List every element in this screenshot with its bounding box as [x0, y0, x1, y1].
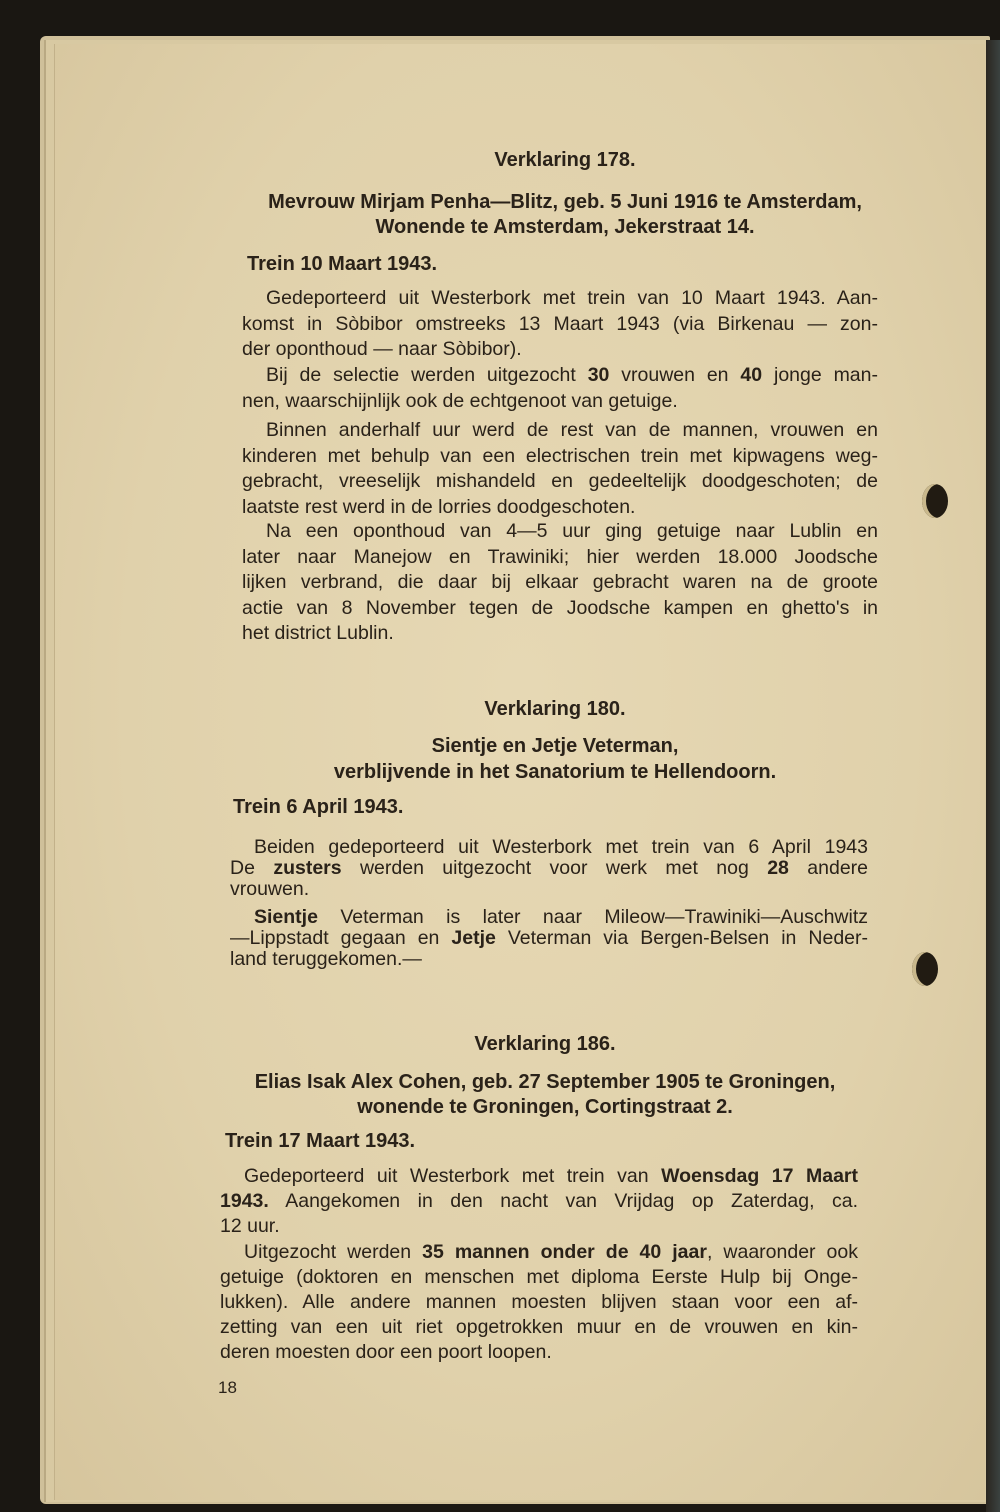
paragraph-line	[230, 929, 868, 949]
paragraph-line	[254, 838, 868, 858]
paragraph-line	[230, 880, 309, 900]
section-subtitle: wonende te Groningen, Cortingstraat 2.	[357, 1096, 733, 1118]
section-subtitle: Wonende te Amsterdam, Jekerstraat 14.	[375, 216, 755, 238]
punch-hole	[912, 952, 938, 986]
train-date: Trein 17 Maart 1943.	[225, 1130, 416, 1152]
text-run: later naar Manejow en Trawiniki; hier werden 18.000 Joodsche	[242, 545, 878, 568]
text-run: der oponthoud — naar Sòbibor).	[242, 338, 522, 360]
text-run: laatste rest werd in de lorries doodgeschoten.	[242, 495, 636, 518]
text-run: het district Lublin.	[242, 622, 394, 644]
text-run: getuige (doktoren en menschen met diploma Eerste Hulp bij Onge-	[220, 1266, 858, 1288]
text-run: land teruggekomen.—	[230, 948, 422, 970]
page-number: 18	[218, 1378, 237, 1397]
paragraph-line	[220, 1318, 858, 1338]
paragraph-line	[244, 1167, 858, 1187]
bold-text-run: 28	[767, 857, 789, 879]
text-run: lukken). Alle andere mannen moesten blijven staan voor een af-	[220, 1291, 858, 1313]
bold-text-run: Jetje	[451, 927, 496, 949]
paragraph-line	[242, 444, 878, 467]
text-run: De	[230, 857, 274, 879]
bold-text-run: 35 mannen onder de 40 jaar	[422, 1241, 707, 1263]
paragraph-line	[220, 1293, 858, 1313]
bold-text-run: Woensdag 17 Maart	[661, 1165, 858, 1187]
paragraph-line	[242, 624, 394, 644]
bold-text-run: Sientje	[254, 906, 318, 928]
text-run: Aangekomen in den nacht van Vrijdag op Zaterdag, ca.	[268, 1190, 858, 1212]
paragraph-line	[244, 1243, 858, 1263]
text-run: jonge man-	[762, 364, 878, 386]
paragraph-line	[220, 1268, 858, 1288]
section-subtitle: Elias Isak Alex Cohen, geb. 27 September 1905 te Groningen,	[254, 1071, 836, 1093]
paragraph-line	[242, 573, 878, 593]
paragraph-line	[266, 289, 878, 309]
text-run: deren moesten door een poort loopen.	[220, 1341, 552, 1363]
text-run: andere	[788, 857, 868, 879]
text-run: Uitgezocht werden	[244, 1241, 423, 1263]
paragraph-line	[242, 389, 678, 412]
text-run: Veterman via Bergen-Belsen in Neder-	[495, 927, 868, 949]
text-run: Gedeporteerd uit Westerbork met trein van 10 Maart 1943. Aan-	[266, 287, 878, 309]
section-heading: Verklaring 180.	[484, 698, 626, 720]
text-run: gebracht, vreeselijk mishandeld en gedeeltelijk doodgeschoten; de	[242, 470, 878, 492]
bold-text-run: 1943.	[220, 1190, 269, 1212]
paragraph-line	[242, 545, 878, 568]
paragraph-line	[242, 312, 878, 335]
binding-strip	[986, 40, 1000, 1512]
paragraph-line	[266, 421, 878, 441]
text-run: Na een oponthoud van 4—5 uur ging getuige naar Lublin en	[266, 520, 878, 542]
paragraph-line	[266, 366, 878, 386]
section-subtitle: Sientje en Jetje Veterman,	[431, 735, 679, 757]
paragraph-line	[220, 1217, 280, 1237]
text-run: , waaronder ook	[706, 1241, 858, 1263]
text-run: komst in Sòbibor omstreeks 13 Maart 1943 (via Birkenau — zon-	[242, 312, 878, 335]
text-run: Bij de selectie werden uitgezocht	[266, 364, 588, 386]
text-run: vrouwen en	[609, 364, 741, 386]
text-run: nen, waarschijnlijk ook de echtgenoot van getuige.	[242, 389, 678, 412]
bold-text-run: 30	[587, 364, 610, 386]
text-run: zetting van een uit riet opgetrokken muur en de vrouwen en kin-	[220, 1316, 858, 1338]
paragraph-line	[242, 340, 522, 360]
paragraph-line	[230, 859, 868, 879]
paragraph-line	[242, 472, 878, 492]
paragraph-line	[266, 522, 878, 542]
text-run: lijken verbrand, die daar bij elkaar gebracht waren na de groote	[242, 571, 878, 593]
section-heading: Verklaring 178.	[494, 149, 636, 171]
train-date: Trein 10 Maart 1943.	[247, 253, 438, 275]
paragraph-line	[220, 1192, 858, 1212]
text-run: werden uitgezocht voor werk met nog	[341, 857, 768, 879]
paragraph-line	[242, 495, 636, 518]
bold-text-run: zusters	[273, 857, 342, 879]
section-subtitle: Mevrouw Mirjam Penha—Blitz, geb. 5 Juni 1916 te Amsterdam,	[268, 191, 862, 213]
punch-hole	[922, 484, 948, 518]
paragraph-line	[220, 1343, 552, 1363]
section-subtitle: verblijvende in het Sanatorium te Hellendoorn.	[333, 761, 777, 783]
bold-text-run: 40	[740, 364, 763, 386]
train-date: Trein 6 April 1943.	[233, 796, 404, 818]
text-run: actie van 8 November tegen de Joodsche kampen en ghetto's in	[242, 596, 878, 619]
text-run: Gedeporteerd uit Westerbork met trein van	[244, 1165, 662, 1187]
text-run: —Lippstadt gegaan en	[230, 927, 452, 949]
text-run: kinderen met behulp van een electrischen trein met kipwagens weg-	[242, 444, 878, 467]
section-heading: Verklaring 186.	[474, 1033, 616, 1055]
paragraph-line	[230, 950, 422, 970]
text-run: vrouwen.	[230, 878, 310, 900]
text-run: Veterman is later naar Mileow—Trawiniki—Auschwitz	[317, 906, 868, 928]
paragraph-line	[254, 908, 868, 928]
text-run: Binnen anderhalf uur werd de rest van de mannen, vrouwen en	[266, 419, 878, 441]
text-run: 12 uur.	[220, 1215, 280, 1237]
text-run: Beiden gedeporteerd uit Westerbork met trein van 6 April 1943	[254, 836, 868, 858]
paragraph-line	[242, 596, 878, 619]
